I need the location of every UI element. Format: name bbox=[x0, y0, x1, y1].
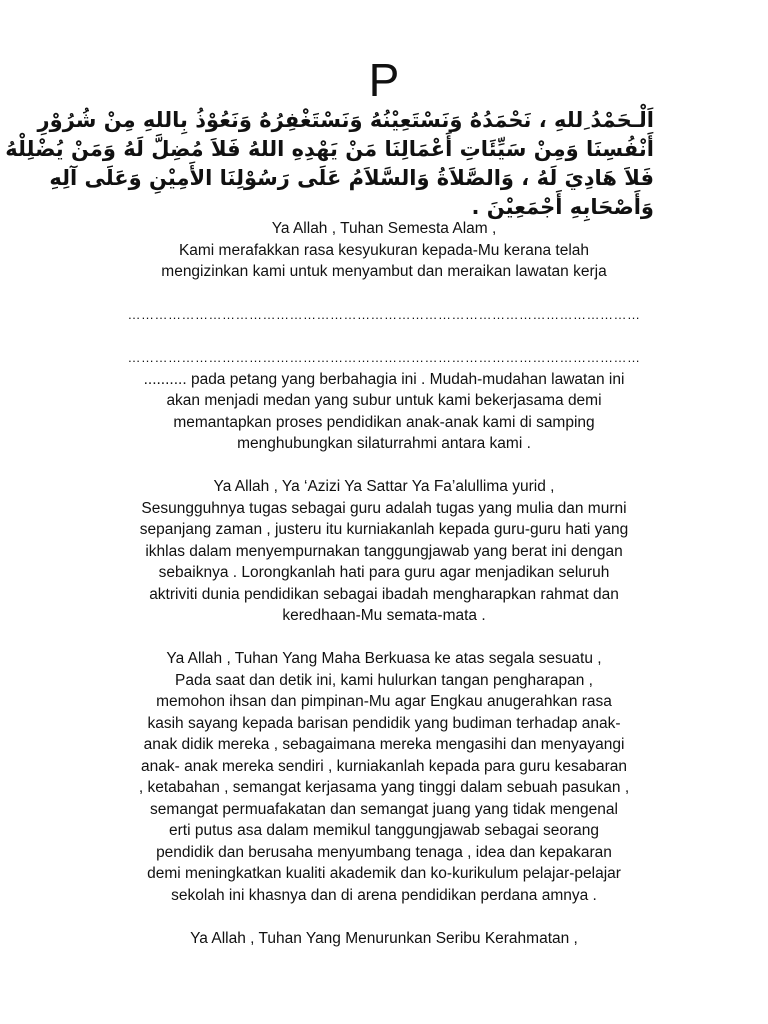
text-line: Ya Allah , Ya ‘Azizi Ya Sattar Ya Fa’alullima yurid , bbox=[213, 478, 555, 495]
text-line: sekolah ini khasnya dan di arena pendidikan perdana amnya . bbox=[171, 886, 597, 904]
text-line: anak- anak mereka sendiri , kurniakanlah kepada para guru kesabaran bbox=[141, 757, 627, 775]
arabic-line: اَلْـحَمْدُ ِللهِ ، نَحْمَدُهُ وَنَسْتَعِيْنُهُ وَنَسْتَغْفِرُهُ وَنَعُوْذُ بِاللهِ مِنْ شُرُوْرِ bbox=[37, 108, 654, 132]
blank-line bbox=[104, 627, 664, 649]
text-line: anak didik mereka , sebagaimana mereka mengasihi dan menyayangi bbox=[143, 736, 625, 753]
text-line: .......... pada petang yang berbahagia ini . Mudah-mudahan lawatan ini bbox=[143, 370, 625, 388]
text-line: Ya Allah , Tuhan Yang Maha Berkuasa ke atas segala sesuatu , bbox=[166, 650, 602, 667]
arabic-line: أَنْفُسِنَا وَمِنْ سَيِّئَاتِ أَعْمَالِنَا مَنْ يَهْدِهِ اللهُ فَلاَ مُضِلَّ لَهُ وَمَنْ يُضْلِلْهُ bbox=[5, 137, 654, 161]
page-heading: P bbox=[368, 54, 400, 106]
blank-line bbox=[104, 326, 664, 348]
fill-in-dots: …………………………………………………………………………………………………… bbox=[127, 350, 641, 365]
blank-line bbox=[104, 283, 664, 305]
text-line: kasih sayang kepada barisan pendidik yang budiman terhadap anak- bbox=[147, 714, 621, 732]
text-line: memohon ihsan dan pimpinan-Mu agar Engkau anugerahkan rasa bbox=[156, 693, 612, 710]
text-line: ikhlas dalam menyempurnakan tanggungjawab yang berat ini dengan bbox=[145, 542, 623, 560]
arabic-opening-prayer bbox=[5, 106, 654, 222]
text-line: memantapkan proses pendidikan anak-anak kami di samping bbox=[173, 413, 595, 431]
text-line: demi meningkatkan kualiti akademik dan ko-kurikulum pelajar-pelajar bbox=[147, 865, 621, 882]
blank-line bbox=[104, 455, 664, 477]
text-line: semangat permuafakatan dan semangat juang yang tidak mengenal bbox=[150, 800, 618, 818]
text-line: aktriviti dunia pendidikan sebagai ibadah mengharapkan rahmat dan bbox=[149, 585, 619, 603]
text-line: Pada saat dan detik ini, kami hulurkan tangan pengharapan , bbox=[175, 671, 593, 689]
text-line: erti putus asa dalam memikul tanggungjawab sebagai seorang bbox=[169, 822, 599, 839]
arabic-line: فَلاَ هَادِيَ لَهُ ، وَالصَّلاَةُ وَالسَّلاَمُ عَلَى رَسُوْلِنَا الأَمِيْنِ وَعَلَى آلِهِ bbox=[49, 166, 654, 190]
text-line: akan menjadi medan yang subur untuk kami bekerjasama demi bbox=[166, 392, 602, 409]
text-line: Sesungguhnya tugas sebagai guru adalah tugas yang mulia dan murni bbox=[141, 499, 627, 517]
text-line: Ya Allah , Tuhan Yang Menurunkan Seribu Kerahmatan , bbox=[190, 929, 578, 947]
arabic-line: وَأَصْحَابِهِ أَجْمَعِيْنَ . bbox=[471, 195, 654, 219]
text-line: mengizinkan kami untuk menyambut dan meraikan lawatan kerja bbox=[161, 263, 607, 280]
text-line: Kami merafakkan rasa kesyukuran kepada-Mu kerana telah bbox=[178, 241, 590, 259]
blank-line bbox=[104, 906, 664, 928]
prayer-body bbox=[104, 218, 664, 949]
text-line: Ya Allah , Tuhan Semesta Alam , bbox=[271, 220, 497, 237]
fill-in-dots: …………………………………………………………………………………………………… bbox=[127, 307, 641, 322]
text-line: menghubungkan silaturrahmi antara kami . bbox=[237, 435, 531, 452]
text-line: sepanjang zaman , justeru itu kurniakanlah kepada guru-guru hati yang bbox=[139, 521, 629, 538]
text-line: , ketabahan , semangat kerjasama yang tinggi dalam sebuah pasukan , bbox=[138, 779, 630, 796]
text-line: sebaiknya . Lorongkanlah hati para guru agar menjadikan seluruh bbox=[158, 564, 610, 581]
text-line: keredhaan-Mu semata-mata . bbox=[282, 607, 486, 624]
text-line: pendidik dan berusaha menyumbang tenaga , idea dan kepakaran bbox=[156, 843, 612, 861]
